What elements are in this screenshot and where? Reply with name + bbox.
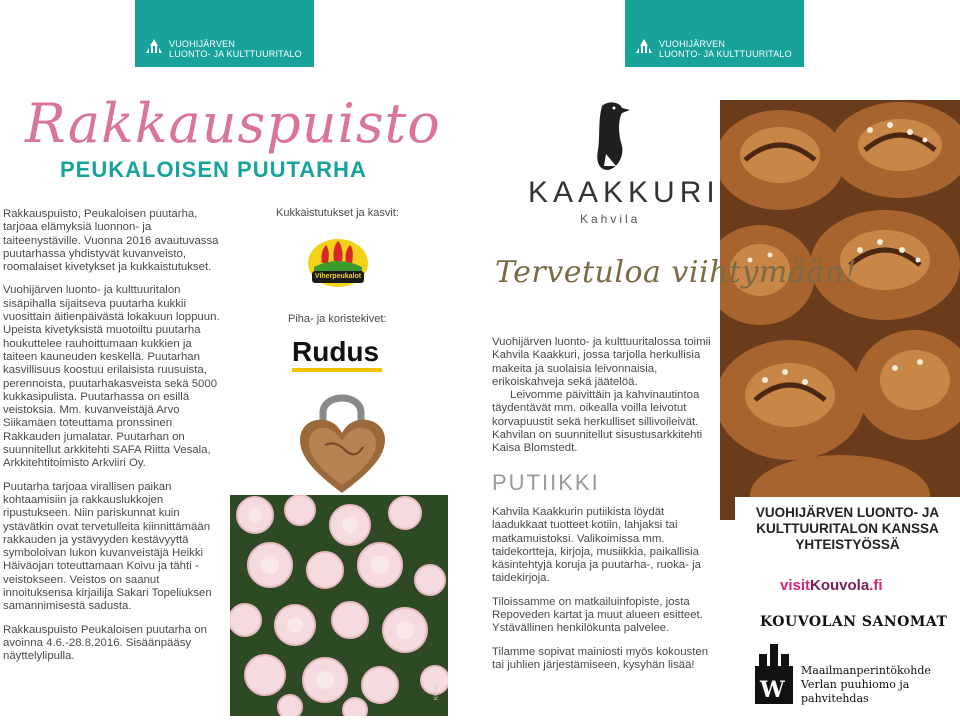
photo-credit: KUVA: ... (434, 675, 440, 700)
shop-text-block (492, 506, 720, 682)
shop-paragraph-1: Kahvila Kaakkurin putiikista löydät laadukkaat tuotteet kotiin, lahjaksi tai matkamuistoksi. Valikoimissa mm. taidekortteja, kirjoja, musiikkia, paikallisia käsintehtyjä koruja ja puutarha-, ruoka- ja taidekirjoja. (492, 506, 701, 585)
viherpeukalot-text: Viherpeukalot (314, 273, 362, 280)
org-line2: Verlan puuhiomo ja (801, 678, 910, 691)
cafe-paragraph: Vuohijärven luonto- ja kulttuuritalossa toimii Kahvila Kaakkuri, jossa tarjolla herkullisia makeita ja suolaisia leivonnaisia, erikoiskahveja sekä jäätelöä. (492, 336, 711, 388)
page-subtitle: PEUKALOISEN PUUTARHA (60, 157, 367, 182)
left-text-column (3, 208, 225, 674)
tab-line2: LUONTO- JA KULTTUURITALO (169, 49, 302, 59)
building-logo-icon (145, 37, 163, 55)
shop-paragraph-3: Tilamme sopivat mainiosti myös kokousten tai juhlien järjestämiseen, kysyhän lisää! (492, 645, 709, 671)
roses-photo (230, 495, 448, 716)
opening-paragraph: Rakkauspuisto Peukaloisen puutarha on avoinna 4.6.-28.8.2016. Sisäänpääsy näyttelylipulla. (3, 623, 207, 663)
viherpeukalot-logo (306, 233, 370, 289)
cafe-paragraph-2: Leivomme päivittäin ja kahvinautintoa täydentävät mm. oikealla voilla leivotut korvapuustit sekä herkulliset sillivoileivät. Kahvilan on suunnitellut sisustusarkkitehti Kaisa Blomstedt. (492, 389, 703, 455)
org-line3: pahvitehdas (801, 692, 869, 705)
kouvola-text: Kouvola (810, 577, 870, 594)
org-line1: Maailmanperintökohde (801, 664, 931, 677)
verla-w-letter: W (760, 677, 785, 703)
garden-paragraph: Vuohijärven luonto- ja kulttuuritalon sisäpihalla sijaitseva puutarha kukkii vuosittain äitienpäivästä lokakuun loppuun. Upeista kivetyksistä muotoiltu puutarha houkuttelee rauhoittumaan kukkien ja taiteen kauneuden keskellä. Puutarhan kasvillisuus koostuu erilaisista ruusuista, perennoista, puutarhakasveista sekä 5000 kukkasipulista. Puutarhassa on esillä veistoksia. Mm. kuvanveistäjä Arvo Siikamäen toteuttama pronssinen Rakkauden jumalatar. Puutarhan on suunnitellut arkkitehti SAFA Riitta Vesala, Arkkitehtitoimisto Arkviiri Oy. (3, 284, 220, 470)
coop-line3: YHTEISTYÖSSÄ (795, 537, 900, 552)
rudus-logo (292, 337, 384, 373)
tab-line1: VUOHIJÄRVEN (169, 39, 236, 49)
header-tab-right (625, 0, 804, 67)
cooperation-heading (735, 505, 960, 553)
cafe-name: KAAKKURI (528, 176, 720, 209)
coop-line2: KULTTUURITALON KANSSA (756, 521, 939, 536)
visit-kouvola-logo (780, 577, 883, 594)
pastry-photo (720, 100, 960, 520)
tab-line2: LUONTO- JA KULTTUURITALO (659, 49, 792, 59)
tab-line1: VUOHIJÄRVEN (659, 39, 726, 49)
shop-paragraph-2: Tiloissamme on matkailuinfopiste, josta Repoveden kartat ja muut alueen esitteet. Ystävällinen henkilökunta palvelee. (492, 595, 703, 635)
shop-heading: PUTIIKKI (492, 470, 600, 495)
cafe-subtitle: Kahvila (580, 212, 641, 226)
loon-bird-icon (588, 100, 638, 172)
plants-label: Kukkaistutukset ja kasvit: (276, 207, 399, 219)
coop-line1: VUOHIJÄRVEN LUONTO- JA (755, 505, 940, 520)
header-tab-left (135, 0, 314, 67)
page-title: Rakkauspuisto (25, 92, 441, 155)
welcome-heading: Tervetuloa viihtymään! (495, 255, 857, 290)
partners-box (735, 497, 960, 721)
verla-text (801, 664, 931, 706)
kouvolan-sanomat-logo: KOUVOLAN SANOMAT (760, 614, 948, 630)
fi-text: .fi (869, 577, 883, 594)
rudus-text: Rudus (292, 336, 380, 367)
building-logo-icon (635, 37, 653, 55)
intro-paragraph: Rakkauspuisto, Peukaloisen puutarha, tarjoaa elämyksiä luonnon- ja taiteenystäville. Vuonna 2016 avautuvassa puutarhassa yhdistyvät kuvanveisto, roomalaiset kivetykset ja kukkaistutukset. (3, 208, 219, 274)
locks-paragraph: Puutarha tarjoaa virallisen paikan kohtaamisiin ja rakkauslukkojen ripustukseen. Niin pariskunnat kuin ystävätkin ovat tervetulleita kiinnittämään rakkauden ja ystävyyden kestävyyttä symboloivan lukon kuvanveistäjä Heikki Häiväojan toteuttamaan Koivu ja tähti -veistokseen. Veistos on saanut innoituksensa kirjailija Sakari Topeliuksen samannimisestä sadusta. (3, 480, 212, 613)
heart-lock-image (295, 385, 390, 495)
visit-text: visit (780, 577, 811, 594)
cafe-text-block (492, 336, 720, 456)
deco-stones-label: Piha- ja koristekivet: (288, 313, 387, 325)
